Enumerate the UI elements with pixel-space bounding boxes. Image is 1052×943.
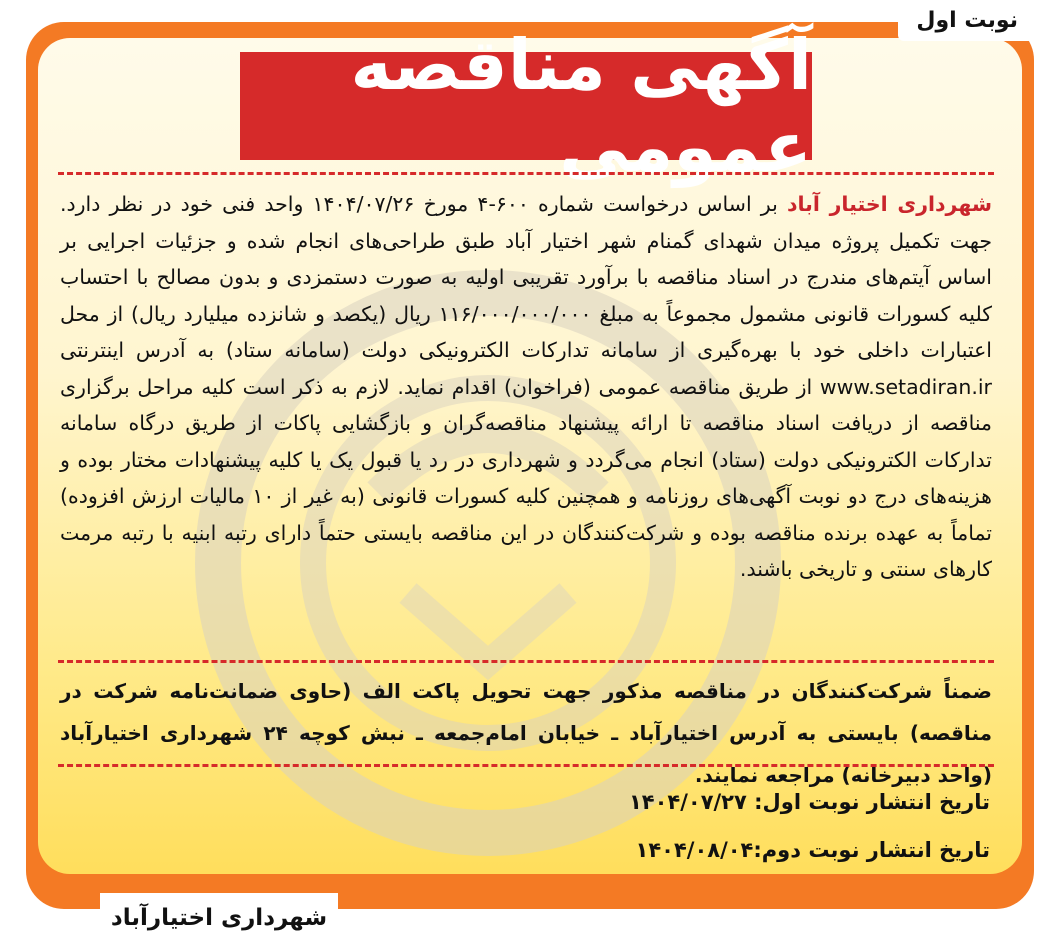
body-text-part-1: بر اساس درخواست شماره ۶۰۰-۴ مورخ ۱۴۰۴/۰۷/۲۶ واحد فنی خود در نظر دارد. جهت تکمیل پروژه میدان شهدای گمنام شهر اختیار آباد طبق طراحی‌های انجام شده و جزئیات اجرایی بر اساس آیتم‌های مندرج در اسناد مناقصه با برآورد تقریبی اولیه به صورت دستمزدی و بدون مصالح با احتساب کلیه کسورات قانونی مشمول مجموعاً به مبلغ ۱۱۶/۰۰۰/۰۰۰/۰۰۰ ریال (یکصد و شانزده میلیارد ریال) از محل اعتبارات داخلی خود با بهره‌گیری از سامانه تدارکات الکترونیکی دولت (سامانه ستاد) به آدرس اینترنتی xyxy=(60,192,992,362)
page-title: آگهی مناقصه عمومی xyxy=(240,52,812,160)
divider-bottom xyxy=(58,764,994,767)
second-date-label: تاریخ انتشار نوبت دوم: xyxy=(753,838,990,862)
issuer-name: شهرداری اختیار آباد xyxy=(786,192,993,216)
body-text-part-2: از طریق مناقصه عمومی (فراخوان) اقدام نماید. لازم به ذکر است کلیه مراحل برگزاری مناقصه از دریافت اسناد مناقصه تا ارائه پیشنهاد مناقصه‌گران و بازگشایی پاکات از طریق درگاه سامانه تدارکات الکترونیکی دولت (ستاد) انجام می‌گردد و شهرداری در رد یا قبول یک یا کلیه پیشنهادات مختار بوده و هزینه‌های درج دو نوبت آگهی‌های روزنامه و همچنین کلیه کسورات قانونی (به غیر از ۱۰ مالیات ارزش افزوده) تماماً به عهده برنده مناقصه بوده و شرکت‌کنندگان در این مناقصه بایستی حتماً دارای رتبه ابنیه با رتبه مرمت کارهای سنتی و تاریخی باشند. xyxy=(60,374,992,581)
announcement-body xyxy=(60,186,992,588)
second-date-value: ۱۴۰۴/۰۸/۰۴ xyxy=(635,838,754,862)
first-date-label: تاریخ انتشار نوبت اول: xyxy=(754,790,990,814)
first-publication-date xyxy=(629,778,990,826)
footer-issuer: شهرداری اختیارآباد xyxy=(100,893,338,943)
delivery-note: ضمناً شرکت‌کنندگان در مناقصه مذکور جهت تحویل پاکت الف (حاوی ضمانت‌نامه شرکت در مناقصه) بایستی به آدرس اختیارآباد ـ خیابان امام‌جمعه ـ نبش کوچه ۲۴ شهرداری اختیارآباد (واحد دبیرخانه) مراجعه نمایند. xyxy=(60,679,992,787)
divider-middle xyxy=(58,660,994,663)
first-date-value: ۱۴۰۴/۰۷/۲۷ xyxy=(628,790,755,814)
edition-label: نوبت اول xyxy=(898,4,1036,41)
website-link[interactable]: www.setadiran.ir xyxy=(819,374,992,399)
second-publication-date xyxy=(629,826,990,874)
publication-dates xyxy=(629,778,990,874)
divider-top xyxy=(58,172,994,175)
